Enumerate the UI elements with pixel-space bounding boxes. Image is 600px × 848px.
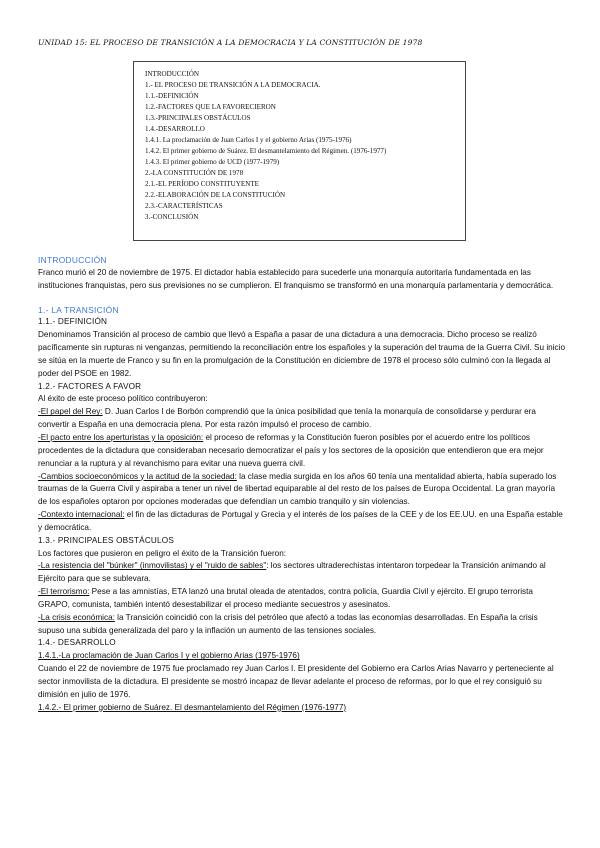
subsection-1-4-1-heading: 1.4.1.-La proclamación de Juan Carlos I y el gobierno Arias (1975-1976) [38, 651, 300, 661]
obstacle-item-text: la Transición coincidió con la crisis del petróleo que afectó a todas las economías desarrolladas. En España la crisis supuso una subida generalizada del paro y la inflación un aumento de las tensiones sociales. [38, 612, 538, 635]
factor-item-title: -El papel del Rey: [38, 407, 103, 417]
document-title: UNIDAD 15: EL PROCESO DE TRANSICIÓN A LA DEMOCRACIA Y LA CONSTITUCIÓN DE 1978 [38, 38, 423, 47]
subsection-1-4-2-heading: 1.4.2.- El primer gobierno de Suárez. El desmantelamiento del Régimen (1976-1977) [38, 702, 347, 712]
factor-item-text: D. Juan Carlos I de Borbón comprendió que la única posibilidad que tenía la monarquía de consolidarse y perdurar era convertir a España en una democracia plena. Por esta razón impulsó el proceso de cambio. [38, 407, 536, 430]
factor-item-title: -Contexto internacional: [38, 510, 125, 520]
obstacle-item-text: : los sectores ultraderechistas intentaron torpedear la Transición animando al Ejército para que se sublevara. [38, 561, 546, 584]
obstacle-item [38, 586, 565, 612]
definition-heading: 1.1.- DEFINICIÓN [38, 317, 108, 327]
development-heading: 1.4.- DESARROLLO [38, 638, 116, 648]
toc-item: 2.1.-EL PERÍODO CONSTITUYENTE [145, 180, 260, 188]
factor-item-title: -Cambios socioeconómicos y la actitud de la sociedad: [38, 471, 237, 481]
document-body [38, 254, 565, 715]
obstacle-item-title: -La crisis económica: [38, 612, 115, 622]
toc-item: 1.4.1. La proclamación de Juan Carlos I y el gobierno Arias (1975-1976) [145, 136, 352, 144]
factor-item [38, 406, 565, 432]
section-1-heading: 1.- LA TRANSICIÓN [38, 304, 119, 315]
toc-item: 1.1.-DEFINICIÓN [145, 92, 199, 100]
toc-item: 1.- EL PROCESO DE TRANSICIÓN A LA DEMOCRACIA. [145, 81, 321, 89]
factor-item [38, 471, 565, 510]
factor-item-text: el fin de las dictaduras de Portugal y Grecia y el interés de los países de la CEE y de los EE.UU. en una España estable y democrática. [38, 510, 563, 532]
toc-item: 1.4.3. El primer gobierno de UCD (1977-1979) [145, 158, 280, 166]
intro-paragraph: Franco murió el 20 de noviembre de 1975. El dictador había establecido para sucederle una monarquía autoritaria fundamentada en las instituciones franquistas, pero sus previsiones no se cumplieron. El franquismo se transformó en una monarquía parlamentaria y democrática. [38, 267, 554, 290]
obstacle-item-text: Pese a las amnistías, ETA lanzó una brutal oleada de atentados, contra policía, Guardia Civil y ejército. El grupo terrorista GRAPO, comunista, también intentó desestabilizar el proceso mediante secuestros y asesinatos. [38, 587, 533, 609]
toc-item: 1.2.-FACTORES QUE LA FAVORECIERON [145, 103, 276, 111]
obstacles-heading: 1.3.- PRINCIPALES OBSTÁCULOS [38, 535, 175, 545]
definition-paragraph: Denominamos Transición al proceso de cambio que llevó a España a pasar de una dictadura a una democracia. Dicho proceso se realizó pacíficamente sin rupturas ni venganzas, permitiendo la reconciliación entre los españoles y la superación del trauma de la Guerra Civil. Su inicio se sitúa en la muerte de Franco y su fin en la promulgación de la Constitución en diciembre de 1978 el proceso sólo culminó con la llegada al poder del PSOE en 1982. [38, 330, 566, 378]
factor-item [38, 432, 565, 471]
obstacle-item-title: -La resistencia del "búnker" (inmovilistas) y el "ruido de sables" [38, 561, 267, 571]
subsection-1-4-1-paragraph: Cuando el 22 de noviembre de 1975 fue proclamado rey Juan Carlos I. El presidente del Gobierno era Carlos Arias Navarro y perteneciente al sector inmovilista de la dictadura. El presidente se mostró incapaz de llevar adelante el proceso de reformas, por lo que el rey consiguió su dimisión en julio de 1976. [38, 664, 554, 699]
intro-heading: INTRODUCCIÓN [38, 255, 107, 265]
toc-item: 1.4.2. El primer gobierno de Suárez. El desmantelamiento del Régimen. (1976-1977) [145, 147, 387, 155]
toc-item: INTRODUCCIÓN [145, 70, 199, 78]
toc-item: 3.-CONCLUSIÓN [145, 213, 199, 221]
obstacle-item-title: -El terrorismo: [38, 587, 90, 597]
toc-item: 2.3.-CARACTERÍSTICAS [145, 202, 223, 210]
spacer [38, 293, 565, 304]
toc-item: 1.3.-PRINCIPALES OBSTÁCULOS [145, 114, 251, 122]
factor-item-text: la clase media surgida en los años 60 tenía una mentalidad abierta, había superado los traumas de la Guerra Civil y aspiraba a tener un nivel de libertad equiparable al del resto de los países de Europa Occidental. La gran mayoría de los españoles optaron por opciones moderadas que defendían un cambio tranquilo y sin violencias. [38, 471, 557, 507]
factors-intro: Al éxito de este proceso político contribuyeron: [38, 394, 208, 404]
factor-item-text: el proceso de reformas y la Constitución fueron posibles por el acuerdo entre los políticos procedentes de la dictadura que consideraban necesario democratizar el país y los sectores de la oposición que entendieron que era mejor renunciar a la ruptura y al revanchismo para evitar una nueva guerra civil. [38, 432, 544, 468]
obstacles-intro: Los factores que pusieron en peligro el éxito de la Transición fueron: [38, 548, 287, 558]
factors-heading: 1.2.- FACTORES A FAVOR [38, 381, 142, 391]
table-of-contents [133, 61, 466, 241]
factor-item [38, 509, 565, 535]
toc-item: 2.-LA CONSTITUCIÓN DE 1978 [145, 169, 244, 177]
factor-item-title: -El pacto entre los aperturistas y la oposición: [38, 432, 204, 442]
toc-item: 2.2.-ELABORACIÓN DE LA CONSTITUCIÓN [145, 191, 286, 199]
toc-item: 1.4.-DESARROLLO [145, 125, 205, 133]
obstacle-item [38, 560, 565, 586]
obstacle-item [38, 612, 565, 638]
